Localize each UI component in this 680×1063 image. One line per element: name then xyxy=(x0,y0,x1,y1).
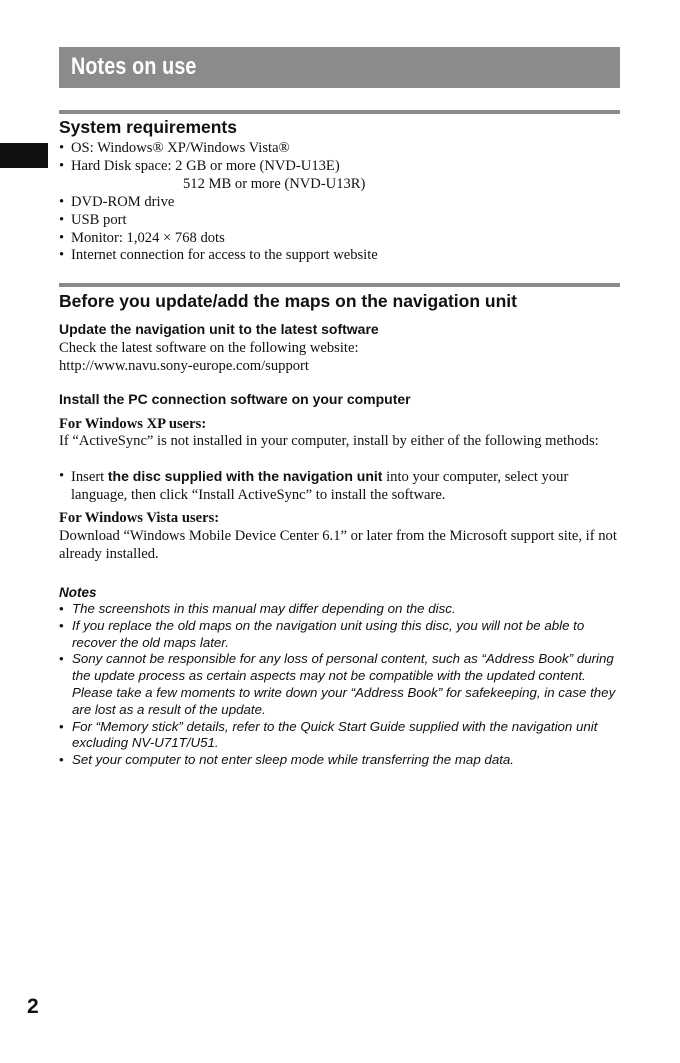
update-software-title: Update the navigation unit to the latest software xyxy=(59,321,379,337)
list-item xyxy=(59,158,620,194)
list-item: • OS: Windows® XP/Windows Vista® xyxy=(59,140,620,158)
note-item: • Sony cannot be responsible for any loss of personal content, such as “Address Book” during the update process as certain aspects may not be compatible with the updated content. Please take a few moments to write down your “Address Book” for safekeeping, in case they are lost as a result of the update. xyxy=(59,651,620,718)
vista-users-heading: For Windows Vista users: xyxy=(59,510,220,526)
xp-users-heading: For Windows XP users: xyxy=(59,416,207,432)
hdd-line-2: 512 MB or more (NVD-U13R) xyxy=(183,175,366,192)
section-banner xyxy=(59,47,620,88)
requirements-list xyxy=(59,140,620,265)
update-software-text: Check the latest software on the following website: xyxy=(59,340,359,356)
section-divider xyxy=(59,283,620,287)
vista-users-text: Download “Windows Mobile Device Center 6.1” or later from the Microsoft support site, if not already installed. xyxy=(59,528,617,562)
xp-bullet-pre: Insert xyxy=(71,469,108,485)
note-item: • If you replace the old maps on the navigation unit using this disc, you will not be able to recover the old maps later. xyxy=(59,618,620,652)
note-item: • For “Memory stick” details, refer to the Quick Start Guide supplied with the navigation unit excluding NV-U71T/U51. xyxy=(59,719,620,753)
xp-users-text: If “ActiveSync” is not installed in your computer, install by either of the following methods: xyxy=(59,433,599,449)
note-item: • Set your computer to not enter sleep mode while transferring the map data. xyxy=(59,752,620,769)
install-pc-title: Install the PC connection software on your computer xyxy=(59,391,411,407)
xp-instructions xyxy=(59,468,620,505)
xp-bullet-post: into your computer, select your language, then click “Install ActiveSync” to install the software. xyxy=(71,469,569,503)
side-tab-marker xyxy=(0,143,48,168)
list-item: • Monitor: 1,024 × 768 dots xyxy=(59,230,620,248)
section-divider xyxy=(59,110,620,114)
support-url: http://www.navu.sony-europe.com/support xyxy=(59,358,309,374)
notes-heading: Notes xyxy=(59,585,97,600)
list-item: • Internet connection for access to the support website xyxy=(59,247,620,265)
xp-bullet-bold: the disc supplied with the navigation unit xyxy=(107,468,383,484)
hdd-line-1: Hard Disk space: 2 GB or more (NVD-U13E) xyxy=(71,157,340,174)
page-number: 2 xyxy=(27,995,39,1018)
list-item xyxy=(59,468,620,505)
system-requirements-title: System requirements xyxy=(59,117,237,137)
list-item: • USB port xyxy=(59,212,620,230)
before-update-title: Before you update/add the maps on the navigation unit xyxy=(59,291,517,311)
note-item: • The screenshots in this manual may differ depending on the disc. xyxy=(59,601,620,618)
page-title: Notes on use xyxy=(71,53,197,80)
list-item: • DVD-ROM drive xyxy=(59,194,620,212)
notes-list xyxy=(59,601,620,769)
